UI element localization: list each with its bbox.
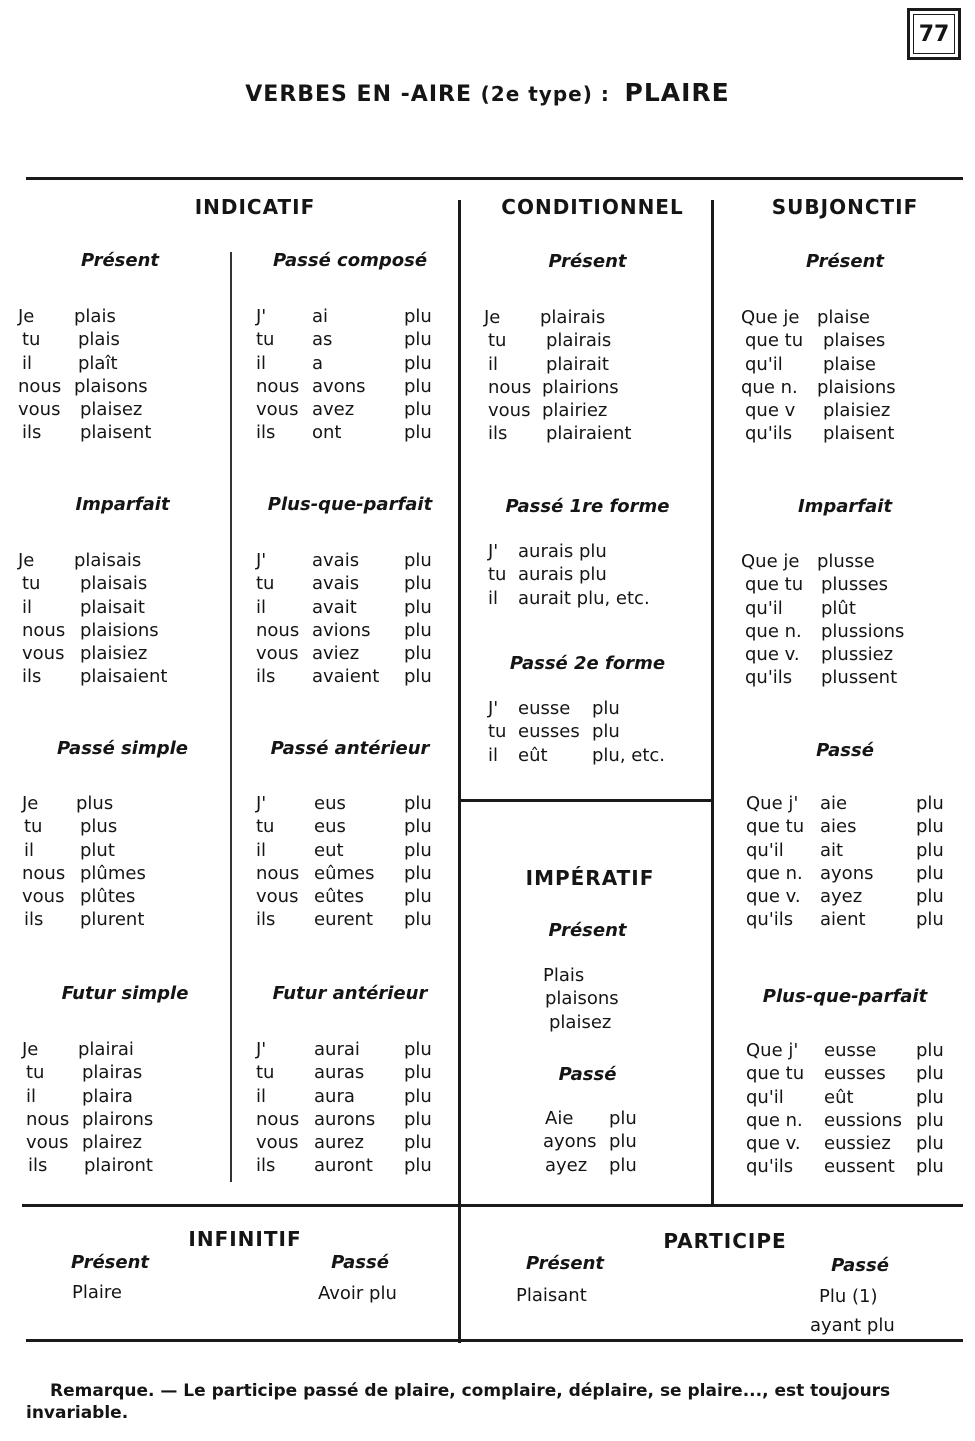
page-number-box xyxy=(907,8,961,60)
conj-row: Je plus xyxy=(22,793,114,814)
conj-row: tu plaisais xyxy=(22,573,148,595)
conj-row: J' aurais plu xyxy=(488,541,607,562)
heading-participe: PARTICIPE xyxy=(663,1229,787,1253)
conj-row: il aurait plu, etc. xyxy=(488,587,650,609)
conj-row: tu plus xyxy=(24,816,118,838)
tense-conditionnel-passe-1re-forme: Passé 1re forme xyxy=(505,496,670,517)
conj-row: nous plaisions xyxy=(22,619,159,641)
tense-indicatif-present: Présent xyxy=(80,250,160,271)
remarque-label: Remarque. xyxy=(50,1381,155,1401)
conj-row: il eut plu xyxy=(256,839,432,861)
conj-row: ils plaisaient xyxy=(22,666,168,688)
conj-row: qu'ils plaisent xyxy=(745,423,895,445)
heading-subjonctif: SUBJONCTIF xyxy=(771,195,919,219)
forms-indicatif-passe-compose xyxy=(256,305,456,445)
conj-row: ils auront plu xyxy=(256,1155,432,1177)
tense-indicatif-passe-simple: Passé simple xyxy=(57,738,188,759)
conj-row: ils plaisent xyxy=(22,422,152,444)
conj-row: que tu aies plu xyxy=(746,816,944,838)
divider-conditionnel-subjonctif xyxy=(711,200,714,1206)
remarque-text: — Le participe passé de plaire, complaire, déplaire, se plaire..., est toujours invariable. xyxy=(26,1381,891,1423)
conj-row: Que j' eusse plu xyxy=(746,1040,944,1061)
conj-row: qu'ils eussent plu xyxy=(746,1156,944,1178)
conj-row: que tu plaises xyxy=(745,330,886,352)
conj-row: tu plairas xyxy=(26,1062,143,1084)
conj-row: que v. plussiez xyxy=(745,644,894,666)
conj-row: nous plûmes xyxy=(22,862,146,884)
divider-indicatif-columns xyxy=(230,252,232,1182)
tense-indicatif-passe-anterieur: Passé antérieur xyxy=(270,738,430,759)
conj-row: ils avaient plu xyxy=(256,666,432,688)
conj-row: tu eus plu xyxy=(256,816,432,838)
conj-row: plaisez xyxy=(549,1011,612,1033)
participe-present-value: Plaisant xyxy=(516,1285,587,1306)
conj-row: ils eurent plu xyxy=(256,909,432,931)
conj-row: qu'il eût plu xyxy=(746,1086,944,1108)
conj-row: il plaisait xyxy=(22,596,145,618)
heading-infinitif: INFINITIF xyxy=(188,1227,302,1251)
conj-row: qu'ils plussent xyxy=(745,667,898,689)
conj-row: il plairait xyxy=(488,353,609,375)
top-rule xyxy=(26,177,963,180)
conj-row: il a plu xyxy=(256,352,432,374)
conj-row: que n. ayons plu xyxy=(746,862,944,884)
conj-row: plaisons xyxy=(545,988,619,1010)
conj-row: nous aurons plu xyxy=(256,1108,432,1130)
forms-subjonctif-plus-que-parfait xyxy=(746,1039,966,1179)
forms-conditionnel-passe-1re-forme xyxy=(488,540,708,610)
conj-row: vous plairiez xyxy=(488,400,608,422)
bottom-rule xyxy=(26,1339,963,1342)
infinitif-present-value: Plaire xyxy=(72,1282,122,1303)
conj-row: il eût plu, etc. xyxy=(488,744,666,766)
conj-row: tu eusses plu xyxy=(488,721,620,743)
participe-passe-label: Passé xyxy=(831,1255,889,1276)
page-number: 77 xyxy=(918,21,950,47)
title-type: (2e type) : xyxy=(480,82,610,106)
forms-indicatif-present xyxy=(18,305,218,445)
forms-indicatif-imparfait xyxy=(18,549,218,689)
conj-row: nous plairions xyxy=(488,376,619,398)
forms-conditionnel-passe-2e-forme xyxy=(488,697,708,767)
page-title xyxy=(0,78,975,107)
conj-row: tu aurais plu xyxy=(488,564,607,586)
rule-above-imperatif xyxy=(460,799,712,802)
tense-indicatif-futur-anterieur: Futur antérieur xyxy=(272,983,428,1004)
forms-indicatif-futur-simple xyxy=(22,1038,222,1178)
conj-row: il plut xyxy=(24,839,115,861)
conj-row: J' aurai plu xyxy=(256,1039,432,1060)
conj-row: Je plais xyxy=(18,306,116,327)
forms-indicatif-plus-que-parfait xyxy=(256,549,456,689)
conj-row: vous plaisiez xyxy=(22,643,148,665)
heading-conditionnel: CONDITIONNEL xyxy=(501,195,684,219)
conj-row: J' eusse plu xyxy=(488,698,620,719)
title-verb: PLAIRE xyxy=(624,78,730,107)
tense-subjonctif-passe: Passé xyxy=(816,740,874,761)
conj-row: il avait plu xyxy=(256,596,432,618)
conj-row: nous avons plu xyxy=(256,375,432,397)
tense-indicatif-futur-simple: Futur simple xyxy=(61,983,189,1004)
conj-row: Que je plaise xyxy=(741,307,870,328)
conj-row: Plais xyxy=(543,965,585,986)
conj-row: qu'il ait plu xyxy=(746,839,944,861)
conj-row: ils ont plu xyxy=(256,422,432,444)
title-prefix: VERBES EN -AIRE xyxy=(245,82,472,107)
conj-row: J' avais plu xyxy=(256,550,432,571)
conj-row: qu'il plaise xyxy=(745,353,876,375)
tense-imperatif-passe: Passé xyxy=(558,1064,617,1085)
conj-row: qu'il plût xyxy=(745,597,856,619)
conj-row: vous plairez xyxy=(26,1132,142,1154)
heading-indicatif: INDICATIF xyxy=(194,195,316,219)
conj-row: vous avez plu xyxy=(256,399,432,421)
forms-subjonctif-passe xyxy=(746,792,966,932)
conj-row: ayons plu xyxy=(543,1131,637,1153)
forms-imperatif-present xyxy=(543,964,693,1034)
conj-row: que n. plaisions xyxy=(741,376,896,398)
tense-subjonctif-imparfait: Imparfait xyxy=(797,496,893,517)
conj-row: vous eûtes plu xyxy=(256,886,432,908)
conj-row: Je plairais xyxy=(484,307,606,328)
infinitif-present-label: Présent xyxy=(70,1252,150,1273)
conj-row: nous eûmes plu xyxy=(256,862,432,884)
forms-indicatif-futur-anterieur xyxy=(256,1038,456,1178)
conj-row: il aura plu xyxy=(256,1085,432,1107)
infinitif-passe-label: Passé xyxy=(331,1252,389,1273)
conj-row: Que j' aie plu xyxy=(746,793,944,814)
conj-row: tu plairais xyxy=(488,330,612,352)
conj-row: ayez plu xyxy=(545,1154,637,1176)
conj-row: Aie plu xyxy=(545,1108,637,1129)
tense-subjonctif-plus-que-parfait: Plus-que-parfait xyxy=(762,986,928,1007)
conj-row: que tu eusses plu xyxy=(746,1063,944,1085)
conj-row: ils plurent xyxy=(24,909,145,931)
conj-row: vous aviez plu xyxy=(256,643,432,665)
forms-conditionnel-present xyxy=(484,306,704,446)
conj-row: que v. ayez plu xyxy=(746,886,944,908)
tense-subjonctif-present: Présent xyxy=(805,251,885,272)
conj-row: que v plaisiez xyxy=(745,400,891,422)
tense-imperatif-present: Présent xyxy=(548,920,627,941)
tense-indicatif-imparfait: Imparfait xyxy=(75,494,170,515)
conj-row: J' ai plu xyxy=(256,306,432,327)
tense-conditionnel-present: Présent xyxy=(548,251,627,272)
conj-row: Je plaisais xyxy=(18,550,142,571)
forms-imperatif-passe xyxy=(543,1107,693,1177)
conj-row: que n. eussions plu xyxy=(746,1109,944,1131)
conj-row: Je plairai xyxy=(22,1039,134,1060)
conj-row: que n. plussions xyxy=(745,620,905,642)
participe-present-label: Présent xyxy=(525,1253,605,1274)
conj-row: que tu plusses xyxy=(745,574,889,596)
conj-row: Que je plusse xyxy=(741,551,875,572)
conj-row: nous plairons xyxy=(26,1108,154,1130)
forms-subjonctif-present xyxy=(741,306,966,446)
forms-indicatif-passe-simple xyxy=(22,792,222,932)
conj-row: il plaira xyxy=(26,1085,133,1107)
conj-row: vous plaisez xyxy=(18,399,143,421)
tense-indicatif-plus-que-parfait: Plus-que-parfait xyxy=(267,494,433,515)
participe-passe-value-1: Plu (1) xyxy=(819,1286,878,1307)
conj-row: tu plais xyxy=(22,329,120,351)
divider-indicatif-conditionnel xyxy=(458,200,461,1343)
conj-row: ils plairaient xyxy=(488,423,632,445)
conj-row: nous plaisons xyxy=(18,375,148,397)
conj-row: vous plûtes xyxy=(22,886,136,908)
forms-subjonctif-imparfait xyxy=(741,550,966,690)
conj-row: ils plairont xyxy=(28,1155,153,1177)
heading-imperatif: IMPÉRATIF xyxy=(525,866,655,890)
tense-indicatif-passe-compose: Passé composé xyxy=(272,250,428,271)
conj-row: tu avais plu xyxy=(256,573,432,595)
conj-row: qu'ils aient plu xyxy=(746,909,944,931)
conj-row: que v. eussiez plu xyxy=(746,1133,944,1155)
conj-row: il plaît xyxy=(22,352,118,374)
participe-passe-value-2: ayant plu xyxy=(810,1315,895,1336)
infinitif-passe-value: Avoir plu xyxy=(318,1283,397,1304)
rule-above-infinitif xyxy=(22,1204,963,1207)
conj-row: nous avions plu xyxy=(256,619,432,641)
conj-row: tu as plu xyxy=(256,329,432,351)
remarque xyxy=(26,1380,971,1424)
conj-row: tu auras plu xyxy=(256,1062,432,1084)
conj-row: vous aurez plu xyxy=(256,1132,432,1154)
forms-indicatif-passe-anterieur xyxy=(256,792,456,932)
conj-row: J' eus plu xyxy=(256,793,432,814)
tense-conditionnel-passe-2e-forme: Passé 2e forme xyxy=(509,653,666,674)
